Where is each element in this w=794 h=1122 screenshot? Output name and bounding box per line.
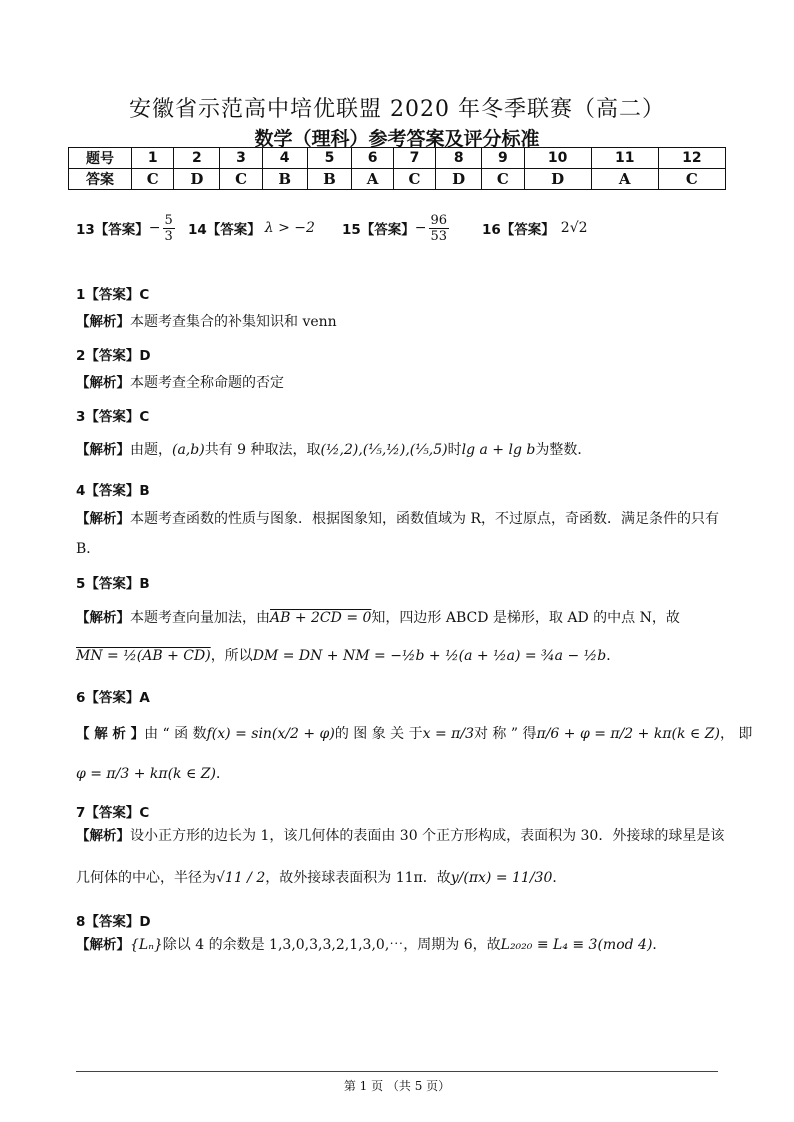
solution-5-analysis xyxy=(76,608,736,666)
solution-8-answer: 8【答案】D xyxy=(76,914,151,930)
analysis-text: ，所以 xyxy=(210,648,253,664)
solution-6-answer: 6【答案】A xyxy=(76,690,150,706)
analysis-label: 【 解 析 】 xyxy=(76,726,145,742)
analysis-text: 的 图 象 关 于 xyxy=(334,726,423,742)
math-vector-eq: AB + 2CD = 0 xyxy=(270,610,372,626)
analysis-text: 本题考查函数的性质与图象．根据图象知，函数值域为 R，不过原点，奇函数．满足条件的只有 xyxy=(130,511,719,527)
analysis-text: 为整数． xyxy=(535,442,592,458)
answer-cell: C xyxy=(658,169,725,190)
solution-1-analysis xyxy=(76,312,736,332)
fill-in-answers xyxy=(76,210,736,250)
analysis-text: 本题考查全称命题的否定 xyxy=(130,375,284,391)
solution-2-analysis xyxy=(76,373,736,393)
answer-15 xyxy=(342,210,451,246)
math-phi: φ = π/3 + kπ(k ∈ Z) xyxy=(76,766,216,782)
question-number: 4 xyxy=(262,148,307,169)
math-radius: √11 / 2 xyxy=(216,870,266,886)
answer-cell: B xyxy=(262,169,307,190)
answer-14-value: λ > −2 xyxy=(264,220,315,236)
question-number: 2 xyxy=(174,148,220,169)
analysis-text: 本题考查集合的补集知识和 venn xyxy=(130,314,337,330)
answer-cell: C xyxy=(132,169,174,190)
math-mn: MN = ½(AB + CD) xyxy=(76,648,211,664)
analysis-text: ． xyxy=(606,648,621,664)
numerator: 96 xyxy=(430,212,448,228)
math-points: (½,2),(⅕,½),(⅕,5) xyxy=(320,442,448,458)
solution-7-answer: 7【答案】C xyxy=(76,805,150,821)
analysis-text: 时 xyxy=(447,442,462,458)
analysis-text-cont: B． xyxy=(76,541,101,557)
row-label-question: 题号 xyxy=(69,148,132,169)
answer-cell: C xyxy=(393,169,435,190)
analysis-label: 【解析】 xyxy=(76,511,130,527)
answer-13-label: 13【答案】 xyxy=(76,222,149,238)
answer-row xyxy=(69,169,726,190)
analysis-label: 【解析】 xyxy=(76,375,130,391)
analysis-text: 设小正方形的边长为 1，该几何体的表面由 30 个正方形构成，表面积为 30．外接球的球星是该 xyxy=(130,828,725,844)
question-number: 7 xyxy=(393,148,435,169)
analysis-text: 共有 9 种取法，取 xyxy=(204,442,321,458)
math-congruence: L₂₀₂₀ ≡ L₄ ≡ 3(mod 4) xyxy=(500,937,653,953)
analysis-label: 【解析】 xyxy=(76,442,130,458)
question-number: 10 xyxy=(524,148,591,169)
answer-cell: C xyxy=(220,169,262,190)
math-dm: DM = DN + NM = −½b + ½(a + ½a) = ¾a − ½b xyxy=(252,648,607,664)
answer-15-sign: − xyxy=(414,220,427,236)
math-ratio: y/(πx) = 11/30 xyxy=(450,870,553,886)
analysis-text: ． xyxy=(652,937,667,953)
solution-4-analysis xyxy=(76,509,736,559)
denominator: 53 xyxy=(430,228,448,244)
answer-14 xyxy=(188,210,315,246)
answer-15-label: 15【答案】 xyxy=(342,222,415,238)
solution-3-answer: 3【答案】C xyxy=(76,409,150,425)
answer-cell: D xyxy=(174,169,220,190)
answer-13-sign: − xyxy=(148,220,161,236)
analysis-text: 本题考查向量加法，由 xyxy=(130,610,270,626)
analysis-text: ． xyxy=(552,870,567,886)
answer-16-label: 16【答案】 xyxy=(482,222,555,238)
answer-cell: D xyxy=(524,169,591,190)
question-number: 5 xyxy=(307,148,352,169)
answer-16-value: 2√2 xyxy=(560,220,588,236)
analysis-label: 【解析】 xyxy=(76,314,130,330)
question-number: 6 xyxy=(352,148,393,169)
analysis-text: 对 称 ” 得 xyxy=(473,726,537,742)
solution-5-answer: 5【答案】B xyxy=(76,576,150,592)
analysis-label: 【解析】 xyxy=(76,828,130,844)
answer-16 xyxy=(482,210,588,246)
question-number: 1 xyxy=(132,148,174,169)
solution-2-answer: 2【答案】D xyxy=(76,348,151,364)
row-label-answer: 答案 xyxy=(69,169,132,190)
answer-cell: B xyxy=(307,169,352,190)
answer-13 xyxy=(76,210,177,246)
math-condition: π/6 + φ = π/2 + kπ(k ∈ Z) xyxy=(536,726,720,742)
solution-6-analysis xyxy=(76,724,753,784)
solution-7-analysis xyxy=(76,826,736,888)
analysis-text: 由 “ 函 数 xyxy=(144,726,207,742)
question-number: 12 xyxy=(658,148,725,169)
question-number-row xyxy=(69,148,726,169)
answer-14-label: 14【答案】 xyxy=(188,222,261,238)
solution-1-answer: 1【答案】C xyxy=(76,287,150,303)
answer-table xyxy=(68,147,726,190)
analysis-text: ，故外接球表面积为 11π．故 xyxy=(265,870,451,886)
numerator: 5 xyxy=(164,212,173,228)
document-title: 安徽省示范高中培优联盟 2020 年冬季联赛（高二） xyxy=(129,97,665,122)
analysis-text: 知，四边形 ABCD 是梯形，取 AD 的中点 N，故 xyxy=(371,610,680,626)
math-function: f(x) = sin(x/2 + φ) xyxy=(206,726,335,742)
question-number: 11 xyxy=(591,148,658,169)
solution-8-analysis xyxy=(76,935,736,955)
footer-divider xyxy=(76,1071,718,1072)
math-sequence: {Lₙ} xyxy=(130,937,163,953)
denominator: 3 xyxy=(164,228,173,244)
answer-cell: D xyxy=(436,169,482,190)
analysis-label: 【解析】 xyxy=(76,937,130,953)
analysis-label: 【解析】 xyxy=(76,610,130,626)
solution-3-analysis xyxy=(76,440,736,460)
answer-13-fraction xyxy=(163,213,175,244)
math-axis: x = π/3 xyxy=(422,726,474,742)
analysis-text: 除以 4 的余数是 1,3,0,3,3,2,1,3,0,⋯，周期为 6，故 xyxy=(162,937,501,953)
analysis-text: 几何体的中心，半径为 xyxy=(76,870,216,886)
answer-15-fraction xyxy=(429,213,450,244)
question-number: 3 xyxy=(220,148,262,169)
math-log-sum: lg a + lg b xyxy=(461,442,536,458)
answer-cell: A xyxy=(352,169,393,190)
analysis-text: ， 即 xyxy=(719,726,753,742)
document-subtitle: 数学（理科）参考答案及评分标准 xyxy=(254,128,540,150)
question-number: 9 xyxy=(482,148,524,169)
analysis-text: ． xyxy=(215,766,230,782)
math-pair: (a,b) xyxy=(172,442,205,458)
analysis-text: 由题， xyxy=(130,442,172,458)
page-footer: 第 1 页 （共 5 页） xyxy=(343,1079,451,1093)
solution-4-answer: 4【答案】B xyxy=(76,483,150,499)
question-number: 8 xyxy=(436,148,482,169)
answer-cell: A xyxy=(591,169,658,190)
answer-cell: C xyxy=(482,169,524,190)
